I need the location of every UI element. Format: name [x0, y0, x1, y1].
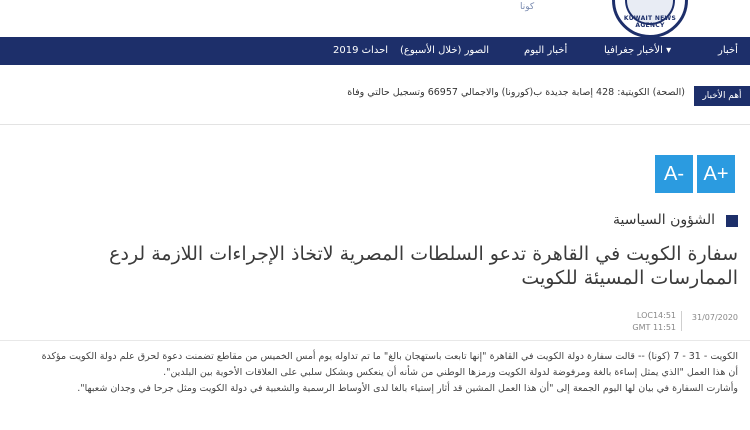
font-increase-button[interactable]: A+	[697, 155, 735, 193]
font-decrease-button[interactable]: A-	[655, 155, 693, 193]
nav-item-geo-news[interactable]: الأخبار جغرافيا ▾	[604, 45, 672, 56]
article-paragraph-3: وأشارت السفارة في بيان لها اليوم الجمعة إلى "أن هذا العمل المشين قد أثار إستياء بالغا لدى الأوساط الرسمية والشعبية في دولة الكويت ومثل جرحا في وجدان شعبها".	[77, 383, 738, 394]
article-paragraph-2: أن هذا العمل "الذي يمثل إساءة بالغة ومرفوضة لدولة الكويت ورمزها الوطني من شأنه أن ينعكس وبشكل سلبي على العلاقات الأخوية بين البلدين".	[163, 367, 738, 378]
kuna-logo[interactable]	[612, 0, 688, 37]
logo-text: KUWAIT NEWS AGENCY	[623, 15, 677, 29]
article-gmt-time: GMT 11:51	[632, 323, 676, 332]
main-navbar	[0, 37, 750, 65]
meta-divider	[681, 311, 682, 331]
article-date: 31/07/2020	[691, 313, 738, 322]
article-headline: سفارة الكويت في القاهرة تدعو السلطات المصرية لاتخاذ الإجراءات اللازمة لردع الممارسات المسيئة للكويت	[109, 243, 738, 289]
nav-item-today-news[interactable]: أخبار اليوم	[524, 45, 568, 56]
breaking-news-label: أهم الأخبار	[694, 86, 750, 106]
article-paragraph-1: الكويت - 31 - 7 (كونا) -- قالت سفارة دولة الكويت في القاهرة "إنها تابعت باستهجان بالغ" ما تم تداوله يوم أمس الخميس من مقاطع تضمنت دعوة لحرق علم دولة الكويت مؤكدة	[41, 351, 738, 362]
article-category[interactable]: الشؤون السياسية	[613, 212, 715, 228]
category-marker-icon	[726, 215, 738, 227]
nav-item-events-2019[interactable]: احداث 2019	[333, 45, 389, 56]
top-header	[0, 0, 750, 37]
nav-item-news[interactable]: أخبار	[718, 45, 738, 56]
article-body	[10, 349, 738, 397]
header-text: كونا	[520, 2, 535, 12]
article-local-time: LOC14:51	[636, 311, 676, 320]
content-divider	[0, 340, 750, 341]
breaking-news-ticker[interactable]: (الصحة) الكويتية: 428 إصابة جديدة ب(كورونا) والاجمالي 66957 وتسجيل حالتي وفاة	[347, 87, 685, 98]
nav-item-photos-week[interactable]: الصور (خلال الأسبوع)	[400, 45, 490, 56]
